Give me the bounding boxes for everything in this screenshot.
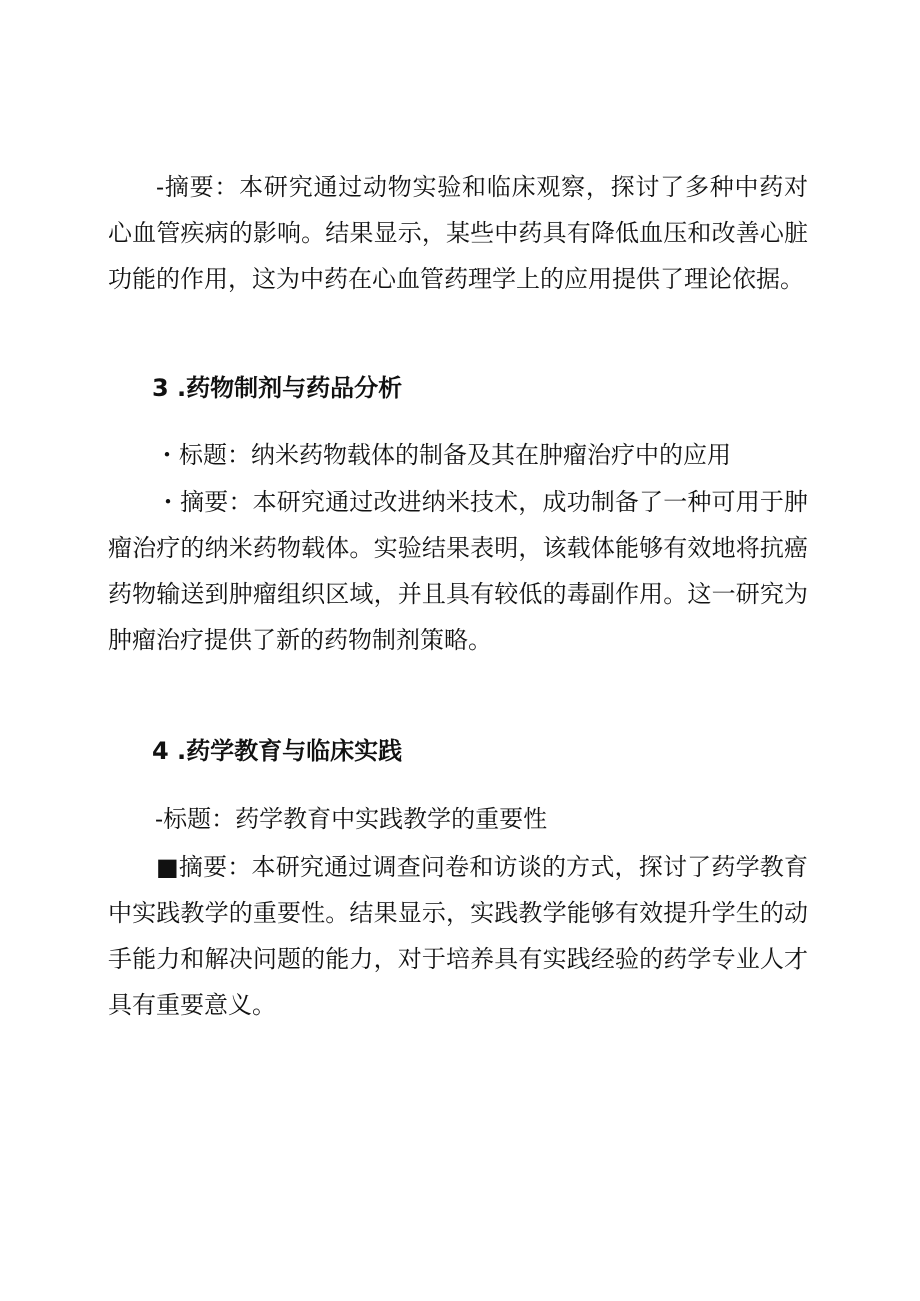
section4-heading: 4 .药学教育与临床实践 [152,737,403,765]
section3-heading: 3 .药物制剂与药品分析 [152,374,403,402]
section2-abstract-paragraph: -摘要：本研究通过动物实验和临床观察，探讨了多种中药对心血管疾病的影响。结果显示，某些中药具有降低血压和改善心脏功能的作用，这为中药在心血管药理学上的应用提供了理论依据。 [108,173,808,293]
section3-abstract-paragraph: ・摘要：本研究通过改进纳米技术，成功制备了一种可用于肿瘤治疗的纳米药物载体。实验结果表明，该载体能够有效地将抗癌药物输送到肿瘤组织区域，并且具有较低的毒副作用。这一研究为肿瘤治疗提供了新的药物制剂策略。 [108,488,808,654]
section4-title-line: -标题：药学教育中实践教学的重要性 [155,805,548,833]
section4-abstract-paragraph: ■摘要：本研究通过调查问卷和访谈的方式，探讨了药学教育中实践教学的重要性。结果显示，实践教学能够有效提升学生的动手能力和解决问题的能力，对于培养具有实践经验的药学专业人才具有重要意义。 [108,853,808,1019]
section3-title-line: ・标题：纳米药物载体的制备及其在肿瘤治疗中的应用 [155,441,731,469]
